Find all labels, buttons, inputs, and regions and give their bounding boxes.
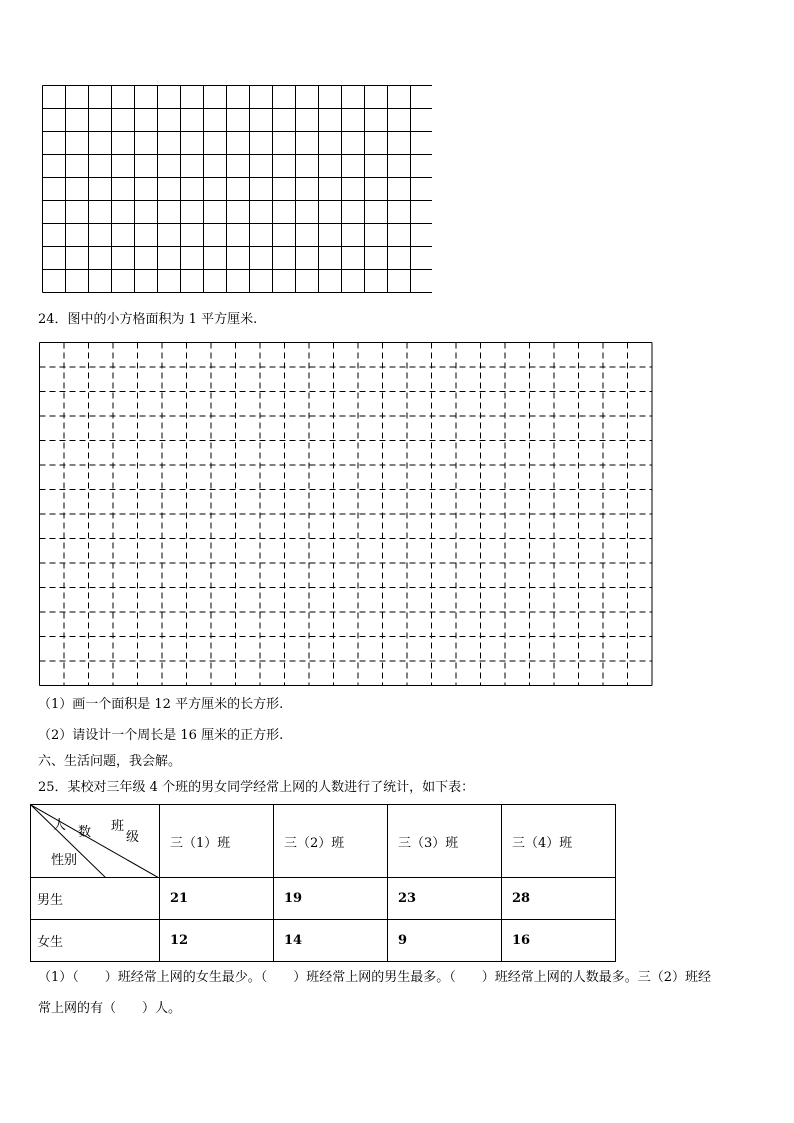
statistics-table bbox=[30, 804, 616, 962]
row-label-boys: 男生 bbox=[31, 878, 160, 920]
table-header-row bbox=[31, 805, 616, 878]
question-24-part-2: （2）请设计一个周长是 16 厘米的正方形. bbox=[38, 728, 284, 743]
header-class-1: 三（1）班 bbox=[160, 805, 274, 878]
table-row-girls bbox=[31, 920, 616, 962]
header-class-2: 三（2）班 bbox=[274, 805, 388, 878]
solid-square-grid bbox=[42, 85, 432, 299]
boys-class-3: 23 bbox=[388, 878, 502, 920]
dashed-square-grid bbox=[39, 342, 675, 686]
boys-class-4: 28 bbox=[502, 878, 616, 920]
girls-class-3: 9 bbox=[388, 920, 502, 962]
corner-label-people-2: 数 bbox=[78, 825, 92, 840]
boys-class-1: 21 bbox=[160, 878, 274, 920]
diagonal-header-cell bbox=[31, 805, 160, 878]
question-24-title: 24．图中的小方格面积为 1 平方厘米. bbox=[38, 312, 258, 327]
girls-class-1: 12 bbox=[160, 920, 274, 962]
question-24-part-1: （1）画一个面积是 12 平方厘米的长方形. bbox=[38, 697, 284, 712]
table-row-boys bbox=[31, 878, 616, 920]
corner-label-class-2: 级 bbox=[126, 830, 140, 845]
girls-class-2: 14 bbox=[274, 920, 388, 962]
header-class-4: 三（4）班 bbox=[502, 805, 616, 878]
question-25-part-1-line-2: 常上网的有（ ）人。 bbox=[38, 1001, 182, 1016]
question-25-title: 25．某校对三年级 4 个班的男女同学经常上网的人数进行了统计，如下表： bbox=[38, 780, 475, 795]
header-class-3: 三（3）班 bbox=[388, 805, 502, 878]
corner-label-people-1: 人 bbox=[53, 818, 67, 833]
row-label-girls: 女生 bbox=[31, 920, 160, 962]
girls-class-4: 16 bbox=[502, 920, 616, 962]
corner-label-gender: 性别 bbox=[51, 853, 78, 868]
boys-class-2: 19 bbox=[274, 878, 388, 920]
question-25-part-1-line-1: （1）（ ）班经常上网的女生最少。（ ）班经常上网的男生最多。（ ）班经常上网的人数最多。三（2）班经 bbox=[38, 970, 712, 985]
corner-label-class-1: 班 bbox=[111, 819, 125, 834]
section-6-title: 六、生活问题，我会解。 bbox=[38, 754, 182, 769]
